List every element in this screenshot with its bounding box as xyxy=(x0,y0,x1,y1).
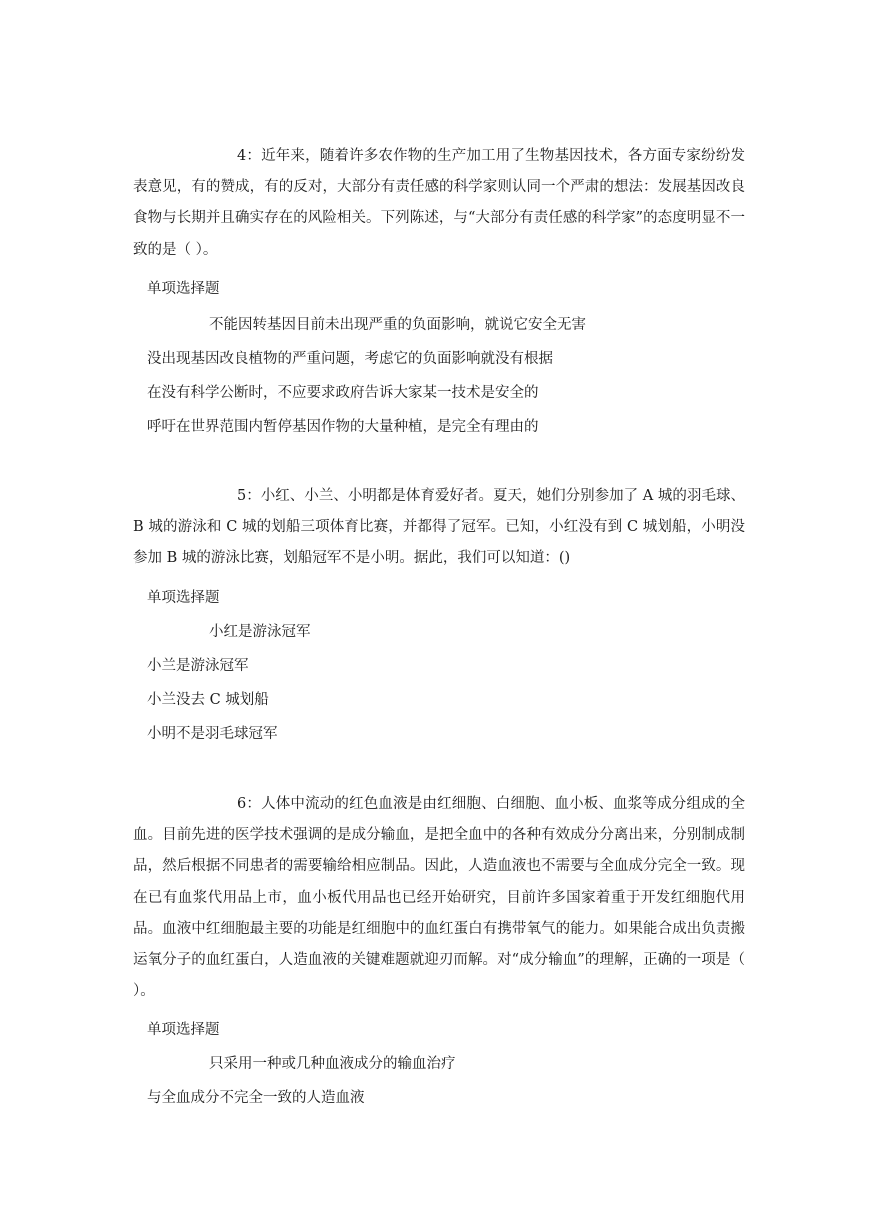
option-a: 小红是游泳冠军 xyxy=(209,623,311,640)
option-a: 不能因转基因目前未出现严重的负面影响，就说它安全无害 xyxy=(209,316,586,333)
question-type-label: 单项选择题 xyxy=(147,589,220,606)
question-type-label: 单项选择题 xyxy=(147,1022,220,1039)
option-list xyxy=(133,308,745,444)
option-c: 在没有科学公断时，不应要求政府告诉大家某一技术是安全的 xyxy=(147,384,539,401)
option-a: 只采用一种或几种血液成分的输血治疗 xyxy=(209,1056,456,1073)
option-b: 与全血成分不完全一致的人造血液 xyxy=(147,1090,365,1107)
option-b: 小兰是游泳冠军 xyxy=(147,657,249,674)
option-d: 呼吁在世界范围内暂停基因作物的大量种植，是完全有理由的 xyxy=(147,418,539,435)
option-b: 没出现基因改良植物的严重问题，考虑它的负面影响就没有根据 xyxy=(147,350,553,367)
question-stem: 5：小红、小兰、小明都是体育爱好者。夏天，她们分别参加了 A 城的羽毛球、B 城的游泳和 C 城的划船三项体育比赛，并都得了冠军。已知，小红没有到 C 城划船，小明没参加 B 城的游泳比赛，划船冠军不是小明。据此，我们可以知道：() xyxy=(133,488,745,567)
question-stem: 4：近年来，随着许多农作物的生产加工用了生物基因技术，各方面专家纷纷发表意见，有的赞成，有的反对，大部分有责任感的科学家则认同一个严肃的想法：发展基因改良食物与长期并且确实存在的风险相关。下列陈述，与“大部分有责任感的科学家”的态度明显不一致的是（ ）。 xyxy=(133,148,745,258)
question-type-label: 单项选择题 xyxy=(147,280,220,297)
question-stem: 6：人体中流动的红色血液是由红细胞、白细胞、血小板、血浆等成分组成的全血。目前先进的医学技术强调的是成分输血，是把全血中的各种有效成分分离出来，分别制成制品，然后根据不同患者的需要输给相应制品。因此，人造血液也不需要与全血成分完全一致。现在已有血浆代用品上市，血小板代用品也已经开始研究，目前许多国家着重于开发红细胞代用品。血液中红细胞最主要的功能是红细胞中的血红蛋白有携带氧气的能力。如果能合成出负责搬运氧分子的血红蛋白，人造血液的关键难题就迎刃而解。对“成分输血”的理解，正确的一项是（ ）。 xyxy=(133,796,745,1000)
option-d: 小明不是羽毛球冠军 xyxy=(147,725,278,742)
question-6 xyxy=(133,789,745,1115)
option-list xyxy=(133,1047,745,1115)
question-5 xyxy=(133,481,745,751)
option-list xyxy=(133,615,745,751)
option-c: 小兰没去 C 城划船 xyxy=(147,691,269,708)
question-4 xyxy=(133,141,745,444)
